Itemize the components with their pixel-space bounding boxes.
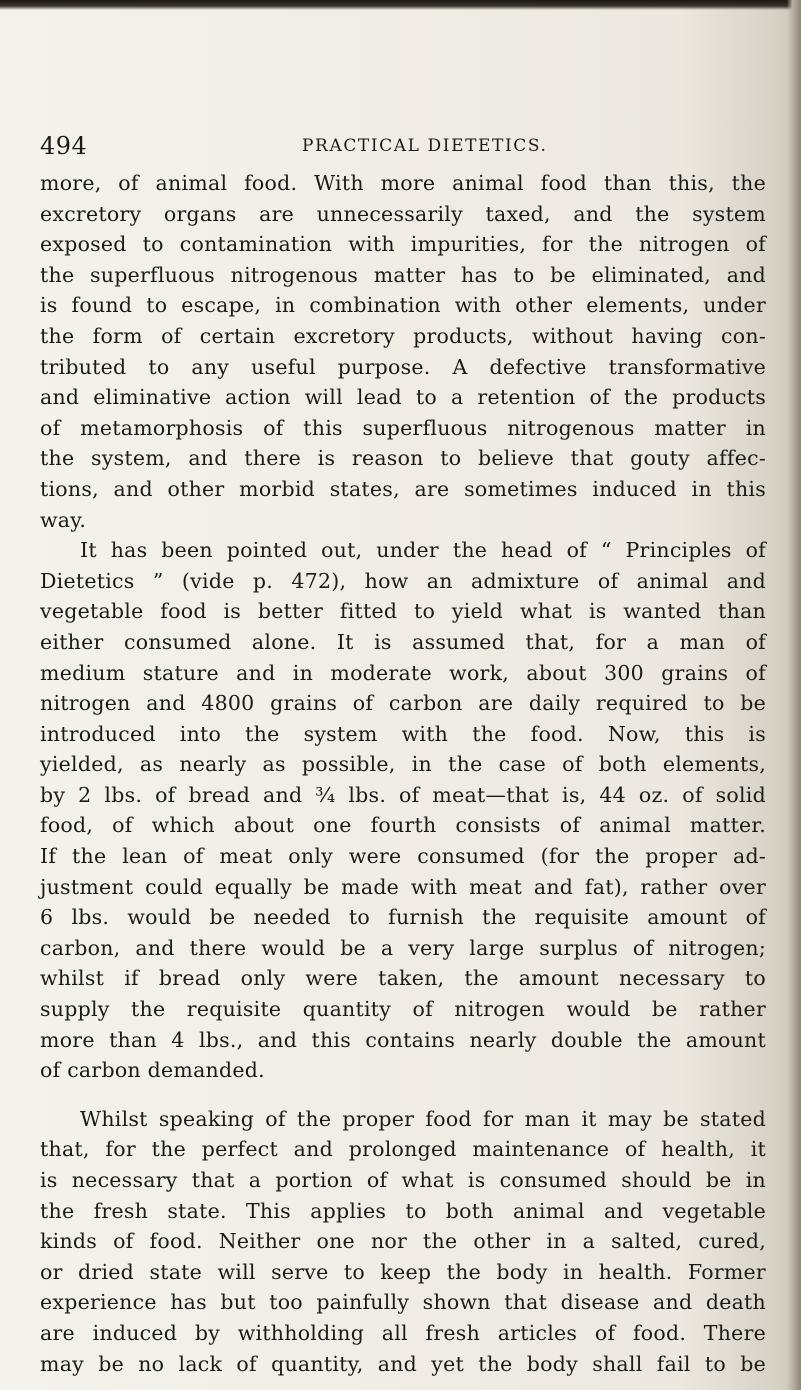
text-line: by 2 lbs. of bread and ¾ lbs. of meat—that is, 44 oz. of solid	[40, 782, 766, 807]
text-line: carbon, and there would be a very large surplus of nitrogen;	[40, 935, 766, 960]
text-line: excretory organs are unnecessarily taxed, and the system	[40, 201, 766, 226]
text-line: the superfluous nitrogenous matter has to be eliminated, and	[40, 262, 766, 287]
text-line-indented: Whilst speaking of the proper food for man it may be stated	[80, 1106, 766, 1131]
page-binding-shadow	[787, 0, 801, 1390]
text-line: is found to escape, in combination with other elements, under	[40, 293, 766, 318]
text-line: If the lean of meat only were consumed (for the proper ad-	[40, 844, 766, 869]
text-line: vegetable food is better fitted to yield what is wanted than	[40, 599, 766, 624]
page-header	[40, 132, 760, 162]
text-line: either consumed alone. It is assumed that, for a man of	[40, 629, 766, 654]
text-line: that, for the perfect and prolonged maintenance of health, it	[40, 1137, 766, 1162]
text-line: tions, and other morbid states, are sometimes induced in this	[40, 476, 766, 501]
page-top-edge-shadow	[0, 0, 801, 10]
text-line: tributed to any useful purpose. A defective transformative	[40, 354, 766, 379]
text-line: or dried state will serve to keep the body in health. Former	[40, 1259, 766, 1284]
text-line: yielded, as nearly as possible, in the case of both elements,	[40, 752, 766, 777]
text-line: may be no lack of quantity, and yet the body shall fail to be	[40, 1351, 766, 1376]
running-title: PRACTICAL DIETETICS.	[302, 136, 548, 156]
text-line: supply the requisite quantity of nitrogen would be rather	[40, 997, 766, 1022]
text-line: nitrogen and 4800 grains of carbon are daily required to be	[40, 691, 766, 716]
body-text	[40, 168, 766, 1379]
paragraph-gap	[40, 1086, 766, 1104]
text-line: 6 lbs. would be needed to furnish the requisite amount of	[40, 905, 766, 930]
text-line: and eliminative action will lead to a retention of the products	[40, 385, 766, 410]
text-line: more than 4 lbs., and this contains nearly double the amount	[40, 1027, 766, 1052]
text-line: the form of certain excretory products, without having con-	[40, 323, 766, 348]
text-line: justment could equally be made with meat and fat), rather over	[40, 874, 766, 899]
text-line: of metamorphosis of this superfluous nitrogenous matter in	[40, 415, 766, 440]
page-number: 494	[40, 132, 88, 160]
text-line: introduced into the system with the food. Now, this is	[40, 721, 766, 746]
text-line: the system, and there is reason to believe that gouty affec-	[40, 446, 766, 471]
text-line: medium stature and in moderate work, about 300 grains of	[40, 660, 766, 685]
text-line: food, of which about one fourth consists of animal matter.	[40, 813, 766, 838]
text-line: kinds of food. Neither one nor the other in a salted, cured,	[40, 1229, 766, 1254]
text-line: is necessary that a portion of what is consumed should be in	[40, 1168, 766, 1192]
text-line: exposed to contamination with impurities, for the nitrogen of	[40, 232, 766, 257]
text-line: more, of animal food. With more animal food than this, the	[40, 171, 766, 195]
text-line: are induced by withholding all fresh articles of food. There	[40, 1320, 766, 1345]
text-line: whilst if bread only were taken, the amount necessary to	[40, 966, 766, 991]
text-line: the fresh state. This applies to both animal and vegetable	[40, 1198, 766, 1223]
text-line: Dietetics ” (vide p. 472), how an admixture of animal and	[40, 568, 766, 593]
text-line: experience has but too painfully shown that disease and death	[40, 1290, 766, 1315]
text-line-indented: It has been pointed out, under the head of “ Principles of	[80, 538, 766, 563]
text-line-last: of carbon demanded.	[40, 1058, 265, 1083]
text-line-last: way.	[40, 507, 87, 532]
